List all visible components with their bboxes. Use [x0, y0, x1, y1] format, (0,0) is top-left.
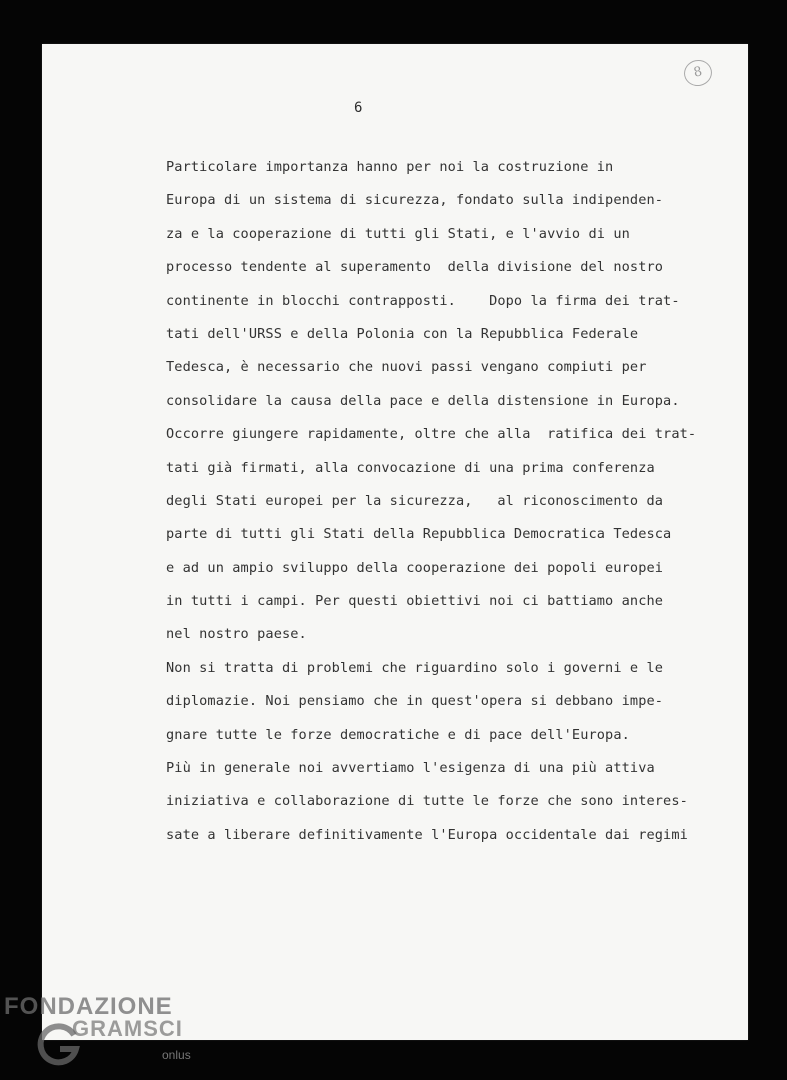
text-line: nel nostro paese.: [166, 626, 307, 643]
text-line: processo tendente al superamento della divisione del nostro: [166, 259, 664, 276]
page-number: 6: [354, 100, 363, 116]
text-line: Non si tratta di problemi che riguardino solo i governi e le: [166, 659, 664, 676]
text-line: sate a liberare definitivamente l'Europa occidentale dai regimi: [166, 826, 688, 843]
text-line: consolidare la causa della pace e della distensione in Europa.: [166, 392, 680, 409]
text-line: continente in blocchi contrapposti. Dopo la firma dei trat-: [166, 292, 680, 309]
text-line: Tedesca, è necessario che nuovi passi vengano compiuti per: [166, 359, 647, 376]
watermark-line-onlus: onlus: [162, 1048, 191, 1062]
text-line: degli Stati europei per la sicurezza, al riconoscimento da: [166, 492, 664, 509]
text-line: iniziativa e collaborazione di tutte le forze che sono interes-: [166, 793, 688, 810]
document-page: [42, 44, 748, 1040]
watermark-line-gramsci: GRAMSCI: [72, 1016, 183, 1041]
typed-text-body: [166, 151, 736, 852]
text-line: za e la cooperazione di tutti gli Stati, e l'avvio di un: [166, 225, 630, 242]
text-line: parte di tutti gli Stati della Repubblica Democratica Tedesca: [166, 526, 672, 543]
text-line: Europa di un sistema di sicurezza, fondato sulla indipenden-: [166, 192, 664, 209]
fondazione-gramsci-watermark: [4, 993, 214, 1073]
text-line: diplomazie. Noi pensiamo che in quest'opera si debbano impe-: [166, 693, 664, 710]
archive-number-mark: 8: [682, 57, 715, 88]
text-line: Occorre giungere rapidamente, oltre che alla ratifica dei trat-: [166, 426, 697, 443]
watermark-line-fondazione: FONDAZIONE: [4, 993, 173, 1020]
text-line: gnare tutte le forze democratiche e di pace dell'Europa.: [166, 726, 630, 743]
text-line: tati già firmati, alla convocazione di una prima conferenza: [166, 459, 655, 476]
text-line: e ad un ampio sviluppo della cooperazione dei popoli europei: [166, 559, 664, 576]
text-line: Più in generale noi avvertiamo l'esigenza di una più attiva: [166, 760, 655, 777]
text-line: tati dell'URSS e della Polonia con la Repubblica Federale: [166, 325, 639, 342]
text-line: in tutti i campi. Per questi obiettivi noi ci battiamo anche: [166, 593, 664, 610]
text-line: Particolare importanza hanno per noi la costruzione in: [166, 159, 614, 175]
